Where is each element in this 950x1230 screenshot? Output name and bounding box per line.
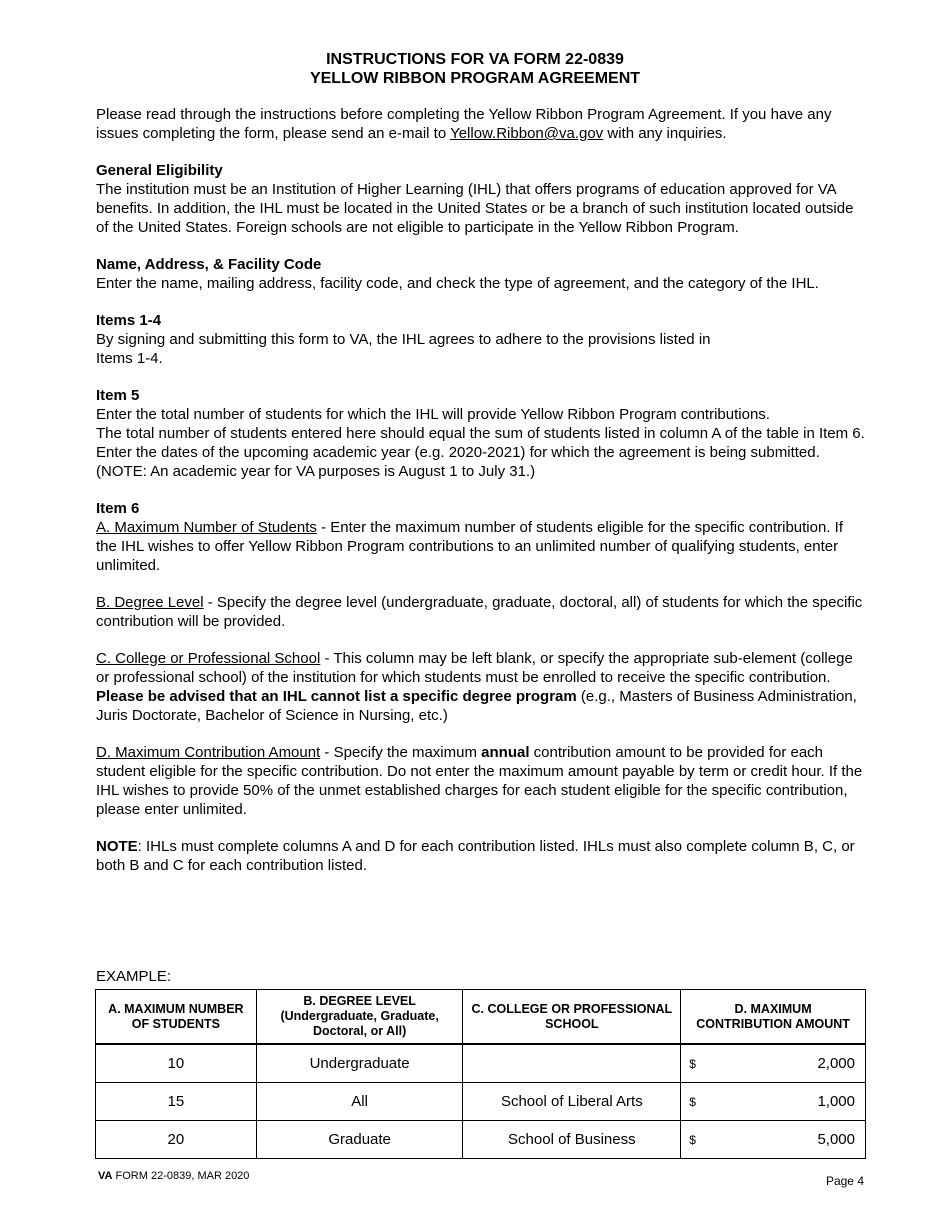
general-eligibility-section [96, 161, 866, 237]
item-5-line-1: Enter the total number of students for which the IHL will provide Yellow Ribbon Program contributions. [96, 406, 770, 423]
item-5-heading: Item 5 [96, 387, 140, 404]
item-6-c-text-2: (e.g., Masters of Business Administration, Juris Doctorate, Bachelor of Science in Nursing, etc.) [96, 688, 857, 724]
item-6-d-annual: annual [481, 744, 530, 761]
document-title [0, 50, 950, 88]
item-6-heading: Item 6 [96, 500, 140, 517]
items-1-4-line-1: By signing and submitting this form to VA, the IHL agrees to adhere to the provisions listed in [96, 331, 711, 348]
header-degree-level: B. DEGREE LEVEL (Undergraduate, Graduate, Doctoral, or All) [256, 990, 463, 1045]
item-6-section-c [96, 649, 866, 725]
general-eligibility-heading: General Eligibility [96, 162, 223, 179]
dollar-sign: $ [689, 1133, 696, 1147]
cell-degree: All [256, 1083, 463, 1121]
form-prefix: VA [98, 1170, 113, 1182]
cell-school [463, 1044, 681, 1083]
item-6-a-text: - Enter the maximum number of students eligible for the specific contribution. If the IHL wishes to offer Yellow Ribbon Program contributions to an unlimited number of qualifying students, enter unlimited. [96, 519, 843, 574]
item-5-section [96, 386, 866, 481]
item-6-section-b [96, 593, 866, 631]
form-identifier [98, 1170, 249, 1182]
example-table [95, 989, 866, 1159]
items-1-4-section [96, 311, 866, 368]
dollar-sign: $ [689, 1095, 696, 1109]
item-6-section-d [96, 743, 866, 819]
cell-amount [681, 1044, 866, 1083]
cell-students: 20 [96, 1121, 257, 1159]
note-paragraph [96, 837, 866, 875]
dollar-sign: $ [689, 1057, 696, 1071]
title-line-1: INSTRUCTIONS FOR VA FORM 22-0839 [326, 51, 624, 68]
cell-students: 10 [96, 1044, 257, 1083]
item-6-d-text-2: contribution amount to be provided for each student eligible for the specific contribution. Do not enter the maximum amount payable by term or credit hour. If the IHL wishes to provide 50% of the unmet established charges for each student eligible for the specific contribution, please enter unlimited. [96, 744, 863, 818]
title-line-2: YELLOW RIBBON PROGRAM AGREEMENT [309, 70, 641, 87]
example-label: EXAMPLE: [96, 968, 172, 985]
item-6-b-text: - Specify the degree level (undergraduate, graduate, doctoral, all) of students for which the specific contribution will be provided. [96, 594, 863, 630]
note-text: : IHLs must complete columns A and D for each contribution listed. IHLs must also complete column B, C, or both B and C for each contribution listed. [96, 838, 855, 874]
cell-degree: Undergraduate [256, 1044, 463, 1083]
item-6-section-a [96, 499, 866, 575]
page-number: Page 4 [825, 1174, 864, 1188]
cell-students: 15 [96, 1083, 257, 1121]
items-1-4-heading: Items 1-4 [96, 312, 162, 329]
table-row [96, 1083, 866, 1121]
item-5-line-2: The total number of students entered here should equal the sum of students listed in column A of the table in Item 6. Enter the dates of the upcoming academic year (e.g. 2020-2021) for which the agreement is being submitted. (NOTE: An academic year for VA purposes is August 1 to July 31.) [96, 425, 865, 480]
table-row [96, 1121, 866, 1159]
item-6-c-warning: Please be advised that an IHL cannot list a specific degree program [96, 688, 577, 705]
name-address-heading: Name, Address, & Facility Code [96, 256, 322, 273]
name-address-section [96, 255, 866, 293]
cell-school: School of Liberal Arts [463, 1083, 681, 1121]
cell-amount [681, 1083, 866, 1121]
header-college-school: C. COLLEGE OR PROFESSIONAL SCHOOL [463, 990, 681, 1045]
email-link[interactable]: Yellow.Ribbon@va.gov [450, 125, 604, 142]
item-6-a-label: A. Maximum Number of Students [96, 519, 317, 536]
cell-degree: Graduate [256, 1121, 463, 1159]
intro-paragraph: Please read through the instructions before completing the Yellow Ribbon Program Agreement. If you have any issues completing the form, please send an e-mail to Yellow.Ribbon@va.gov with any inquiries. [96, 106, 832, 142]
item-6-b-label: B. Degree Level [96, 594, 204, 611]
amount-value: 1,000 [817, 1093, 855, 1110]
item-6-d-text: - Specify the maximum [320, 744, 482, 761]
example-table-header [96, 990, 866, 1045]
item-6-c-label: C. College or Professional School [96, 650, 321, 667]
cell-school: School of Business [463, 1121, 681, 1159]
table-row [96, 1044, 866, 1083]
form-id: FORM 22-0839, MAR 2020 [112, 1170, 250, 1182]
item-6-d-label: D. Maximum Contribution Amount [96, 744, 321, 761]
cell-amount [681, 1121, 866, 1159]
items-1-4-line-2: Items 1-4. [96, 350, 163, 367]
amount-value: 2,000 [817, 1055, 855, 1072]
header-max-contribution: D. MAXIMUM CONTRIBUTION AMOUNT [681, 990, 866, 1045]
item-6-c-text: - This column may be left blank, or specify the appropriate sub-element (college or professional school) of the institution for which students must be enrolled to receive the specific contribution. [96, 650, 853, 686]
general-eligibility-text: The institution must be an Institution of Higher Learning (IHL) that offers programs of education approved for VA benefits. In addition, the IHL must be located in the United States or be a branch of such institution located outside of the United States. Foreign schools are not eligible to participate in the Yellow Ribbon Program. [96, 181, 854, 236]
header-max-students: A. MAXIMUM NUMBER OF STUDENTS [96, 990, 257, 1045]
name-address-text: Enter the name, mailing address, facility code, and check the type of agreement, and the category of the IHL. [96, 275, 819, 292]
note-label: NOTE [96, 838, 138, 855]
instructions-body [96, 105, 866, 893]
amount-value: 5,000 [817, 1131, 855, 1148]
